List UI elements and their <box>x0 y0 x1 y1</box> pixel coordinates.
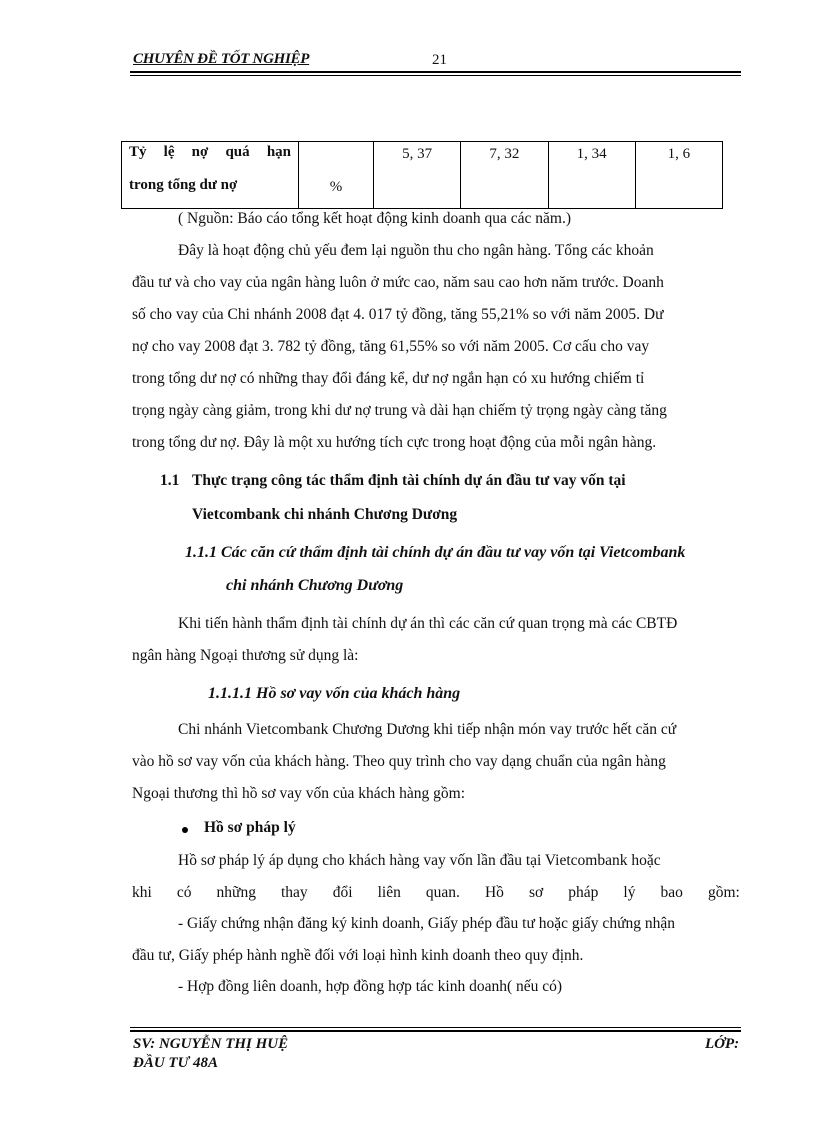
header-rule-thick <box>130 71 741 73</box>
paragraph-line: số cho vay của Chi nhánh 2008 đạt 4. 017 tỷ đồng, tăng 55,21% so với năm 2005. Dư <box>132 306 664 323</box>
paragraph-line: đầu tư và cho vay của ngân hàng luôn ở mức cao, năm sau cao hơn năm trước. Doanh <box>132 274 664 291</box>
word: quan. <box>425 884 460 901</box>
bullet-icon <box>182 827 188 833</box>
label-word: nợ <box>191 144 209 160</box>
subsection-heading: 1.1.1 Các căn cứ thẩm định tài chính dự án đầu tư vay vốn tại Vietcombank <box>185 544 686 561</box>
label-word: hạn <box>266 144 291 160</box>
subsection-heading-cont: chi nhánh Chương Dương <box>226 577 404 594</box>
footer-rule-thin <box>130 1027 741 1028</box>
paragraph-line: ngân hàng Ngoại thương sử dụng là: <box>132 647 359 664</box>
paragraph-line-justified <box>132 883 740 903</box>
word: có <box>176 884 192 901</box>
table-value-cell: 7, 32 <box>461 142 548 209</box>
word: lý <box>623 884 636 901</box>
word: đổi <box>332 884 353 901</box>
paragraph-line: trong tổng dư nợ. Đây là một xu hướng tích cực trong hoạt động của mỗi ngân hàng. <box>132 434 657 451</box>
table-label-line2: trong tổng dư nợ <box>129 177 238 193</box>
paragraph-line: - Hợp đồng liên doanh, hợp đồng hợp tác kinh doanh( nếu có) <box>178 978 563 995</box>
paragraph-line: Khi tiến hành thẩm định tài chính dự án thì các căn cứ quan trọng mà các CBTĐ <box>178 615 678 632</box>
label-word: lệ <box>163 144 175 160</box>
paragraph-line: Hồ sơ pháp lý áp dụng cho khách hàng vay vốn lần đầu tại Vietcombank hoặc <box>178 852 661 869</box>
section-heading-cont: Vietcombank chi nhánh Chương Dương <box>192 506 458 523</box>
word: bao <box>660 884 683 901</box>
word: những <box>216 884 256 901</box>
label-word: Tỷ <box>129 144 147 160</box>
table-row <box>122 142 723 209</box>
subsubsection-heading: 1.1.1.1 Hồ sơ vay vốn của khách hàng <box>208 685 461 702</box>
section-heading: Thực trạng công tác thẩm định tài chính dự án đầu tư vay vốn tại <box>192 472 626 489</box>
footer-student-name: SV: NGUYỄN THỊ HUỆ <box>133 1036 289 1052</box>
word: pháp <box>568 884 599 901</box>
paragraph-line: Ngoại thương thì hồ sơ vay vốn của khách hàng gồm: <box>132 785 466 802</box>
footer-class-name: ĐẦU TƯ 48A <box>133 1055 218 1071</box>
paragraph-line: Đây là hoạt động chủ yếu đem lại nguồn thu cho ngân hàng. Tổng các khoản <box>178 242 654 259</box>
footer-class-label: LỚP: <box>705 1036 740 1052</box>
header-rule-thin <box>130 75 741 76</box>
table-label-line1 <box>129 144 291 161</box>
paragraph-line: - Giấy chứng nhận đăng ký kinh doanh, Giấy phép đầu tư hoặc giấy chứng nhận <box>178 915 675 932</box>
paragraph-line: đầu tư, Giấy phép hành nghề đối với loại hình kinh doanh theo quy định. <box>132 947 584 964</box>
word: gồm: <box>707 884 740 901</box>
table-value-cell: 1, 6 <box>635 142 722 209</box>
table-label-cell <box>122 142 299 209</box>
overdue-debt-table <box>121 141 723 209</box>
paragraph-line: nợ cho vay 2008 đạt 3. 782 tỷ đồng, tăng 61,55% so với năm 2005. Cơ cấu cho vay <box>132 338 650 355</box>
paragraph-line: vào hồ sơ vay vốn của khách hàng. Theo quy trình cho vay dạng chuẩn của ngân hàng <box>132 753 666 770</box>
footer-rule-thick <box>130 1030 741 1032</box>
header-title: CHUYÊN ĐỀ TỐT NGHIỆP <box>133 51 310 67</box>
word: khi <box>132 884 152 901</box>
table-unit-cell: % <box>299 142 374 209</box>
label-word: quá <box>225 144 250 160</box>
table-value-cell: 5, 37 <box>374 142 461 209</box>
paragraph-line: Chi nhánh Vietcombank Chương Dương khi tiếp nhận món vay trước hết căn cứ <box>178 721 677 738</box>
paragraph-line: trọng ngày càng giảm, trong khi dư nợ trung và dài hạn chiếm tỷ trọng ngày càng tăng <box>132 402 667 419</box>
table-value-cell: 1, 34 <box>548 142 635 209</box>
section-number: 1.1 <box>160 472 180 489</box>
word: Hồ <box>484 884 504 901</box>
bullet-heading: Hồ sơ pháp lý <box>204 819 296 836</box>
word: sơ <box>528 884 544 901</box>
word: liên <box>377 884 401 901</box>
paragraph-line: trong tổng dư nợ có những thay đổi đáng kể, dư nợ ngắn hạn có xu hướng chiếm tỉ <box>132 370 645 387</box>
source-note: ( Nguồn: Báo cáo tổng kết hoạt động kinh doanh qua các năm.) <box>178 210 571 227</box>
word: thay <box>281 884 308 901</box>
page-number: 21 <box>432 52 447 68</box>
